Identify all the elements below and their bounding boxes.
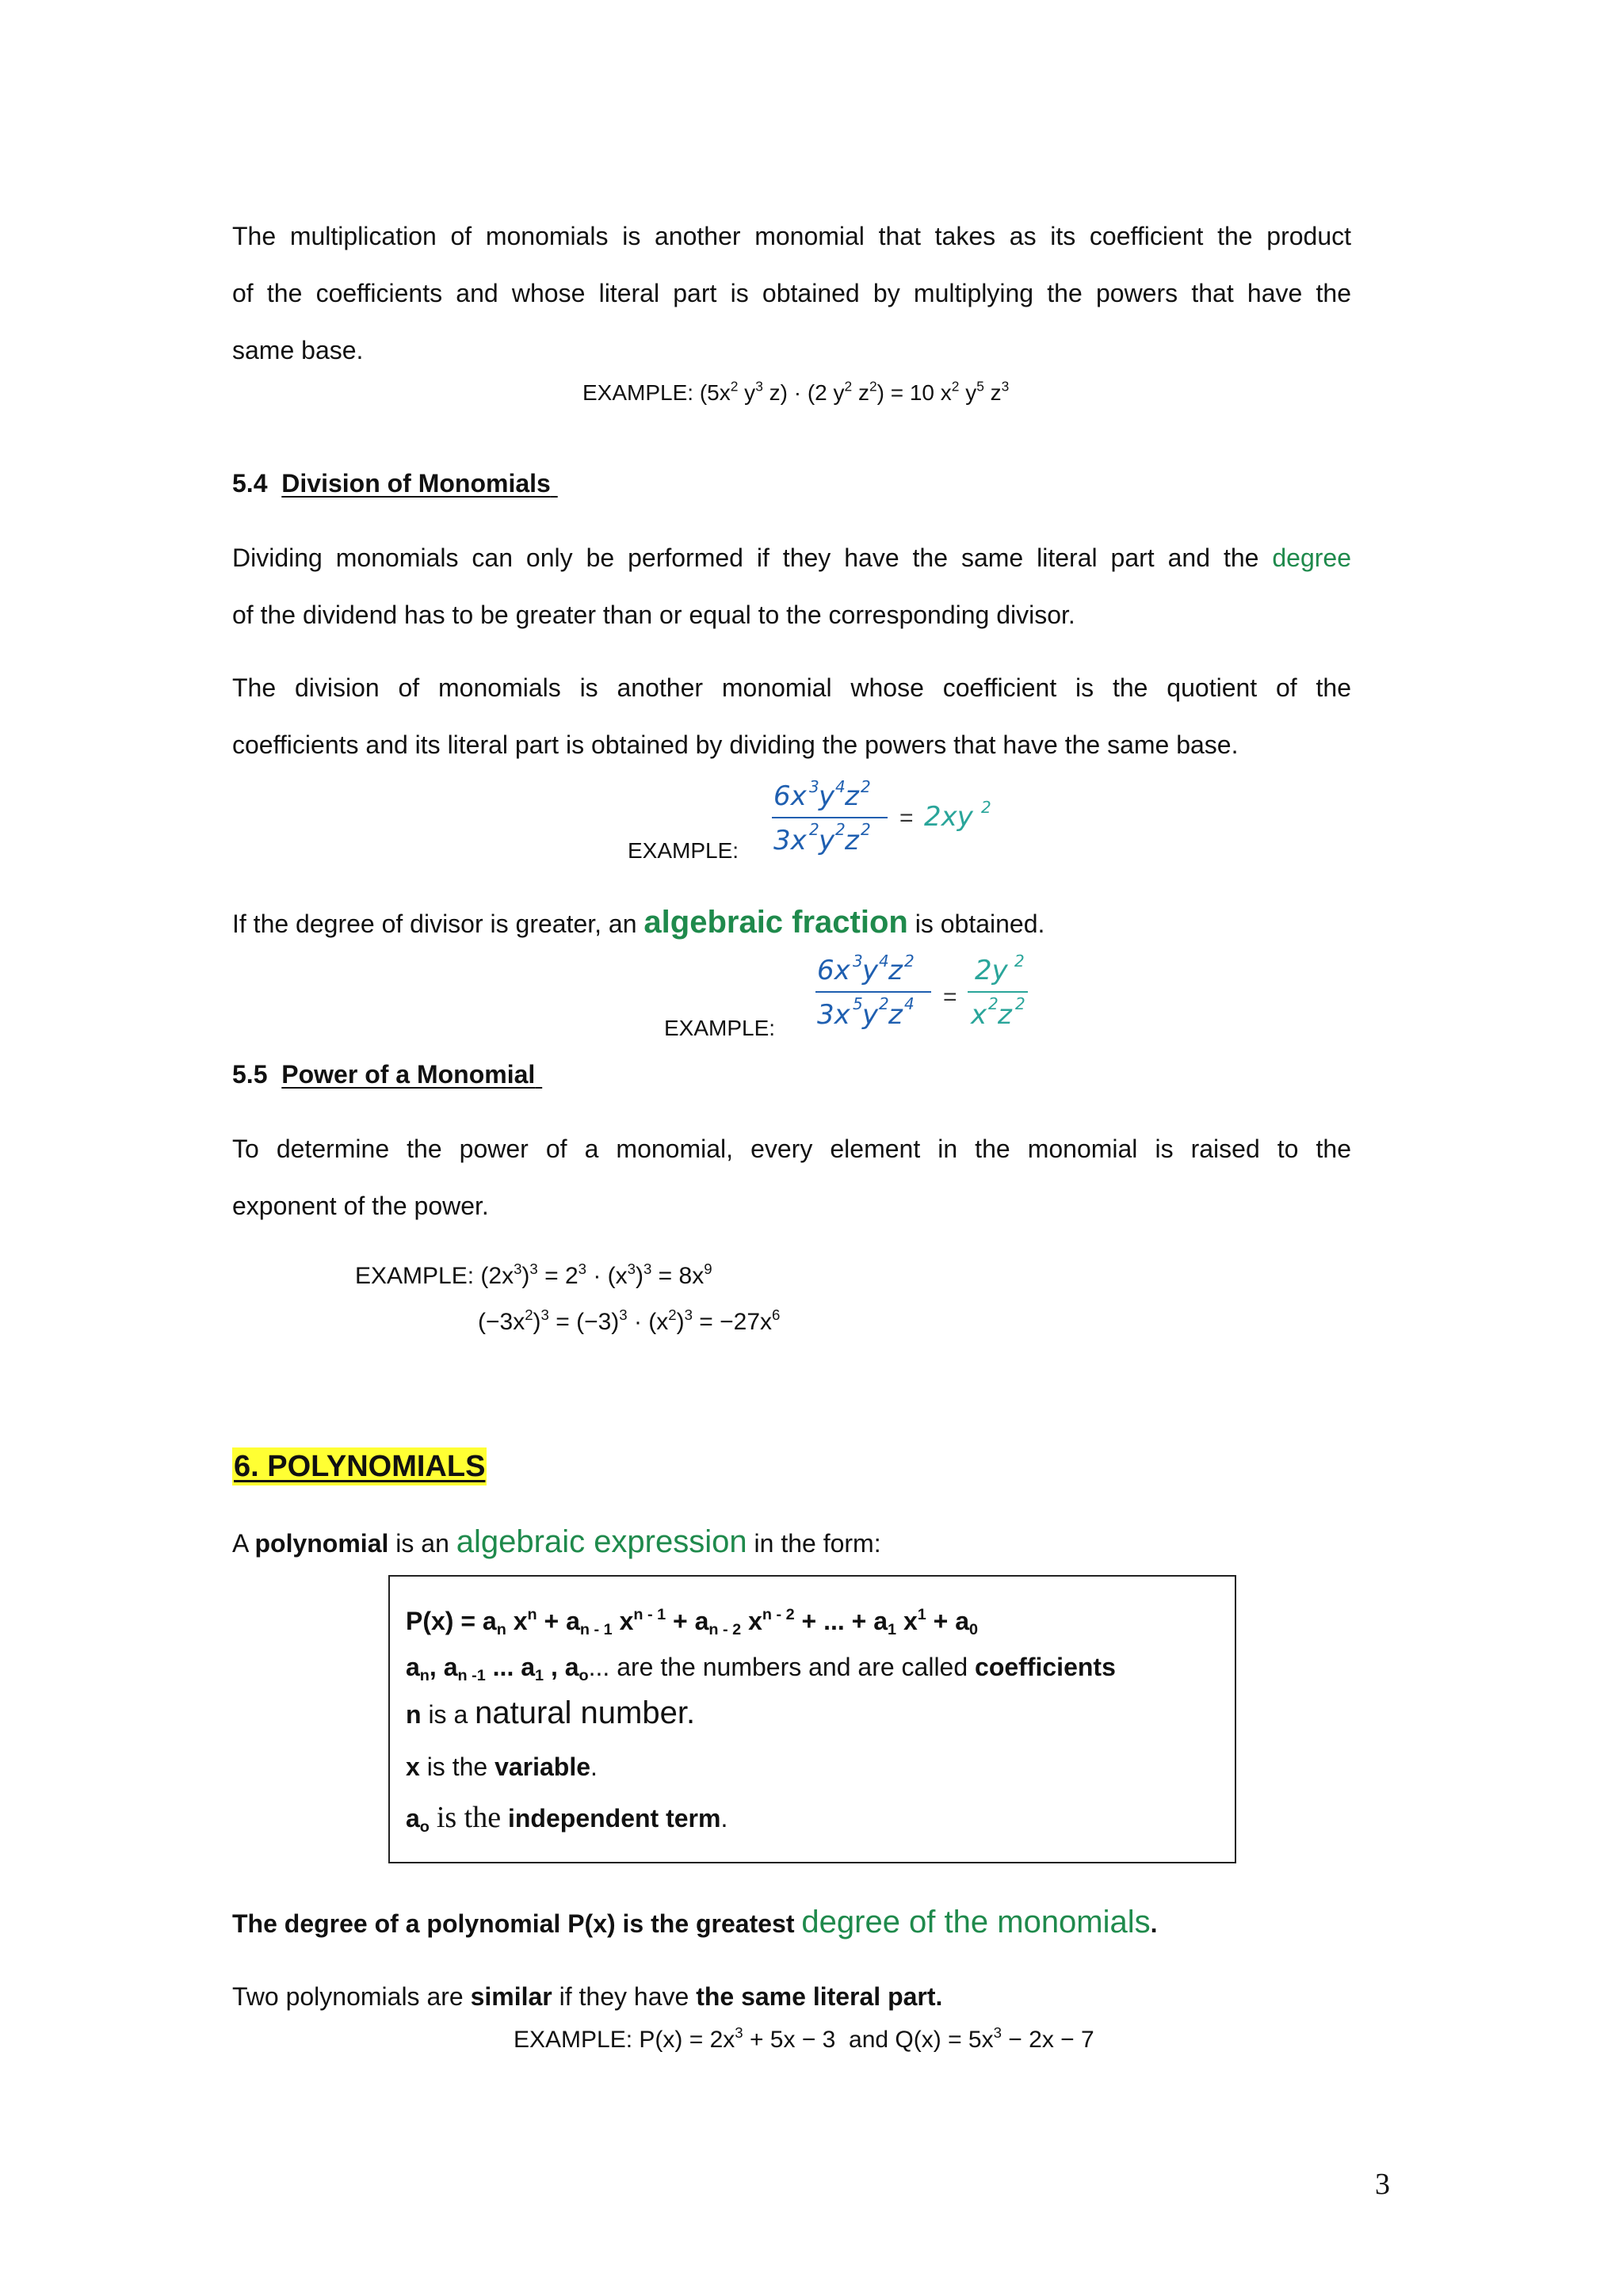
svg-text:3x: 3x bbox=[773, 825, 807, 856]
multiplication-para-line2: of the coefficients and whose literal part is obtained by multiplying the powers that have the bbox=[232, 279, 1351, 307]
degree-statement: The degree of a polynomial P(x) is the greatest degree of the monomials. bbox=[232, 1905, 1158, 1939]
svg-text:4: 4 bbox=[879, 952, 889, 971]
division-para1-line2: of the dividend has to be greater than or equal to the corresponding divisor. bbox=[232, 601, 1075, 629]
independent-term-line: $a_o$ is the independent term. bbox=[406, 1801, 728, 1836]
svg-text:z: z bbox=[888, 955, 903, 986]
svg-text:5: 5 bbox=[853, 994, 863, 1013]
natural-number-line: n is a natural number. bbox=[406, 1695, 696, 1730]
polynomial-definition-box bbox=[388, 1575, 1236, 1863]
svg-text:y: y bbox=[819, 780, 835, 812]
multiplication-para-line1: The multiplication of monomials is another monomial that takes as its coefficient the product bbox=[232, 222, 1351, 250]
svg-text:2: 2 bbox=[879, 994, 889, 1013]
algebraic-expression-link[interactable]: algebraic expression bbox=[456, 1524, 747, 1559]
svg-text:z: z bbox=[888, 999, 903, 1031]
svg-text:y: y bbox=[862, 955, 879, 986]
svg-text:x: x bbox=[971, 999, 987, 1031]
svg-text:y: y bbox=[819, 825, 835, 856]
division-example-label: EXAMPLE: bbox=[628, 838, 739, 863]
section-heading-power: 5.5 Power of a Monomial bbox=[232, 1060, 536, 1089]
svg-text:2: 2 bbox=[809, 820, 819, 839]
variable-line: x is the variable. bbox=[406, 1753, 598, 1781]
algebraic-fraction-line: If the degree of divisor is greater, an algebraic fraction is obtained. bbox=[232, 905, 1045, 940]
svg-text:2: 2 bbox=[981, 798, 991, 817]
multiplication-example: EXAMPLE: ($5x^2$ $y^3$ z) · (2 $y^2$ $z^2) = 10$ $x^2$ $y^5$ $z^3$ bbox=[582, 378, 1010, 405]
polynomials-heading: 6. POLYNOMIALS bbox=[232, 1447, 487, 1486]
section-heading-division: 5.4 Division of Monomials bbox=[232, 469, 551, 498]
svg-text:3: 3 bbox=[853, 952, 863, 971]
svg-text:z: z bbox=[845, 825, 859, 856]
division-para2-line2: coefficients and its literal part is obtained by dividing the powers that have the same base. bbox=[232, 730, 1239, 759]
degree-of-monomials-link[interactable]: degree of the monomials bbox=[801, 1905, 1151, 1939]
svg-text:=: = bbox=[899, 805, 914, 831]
svg-text:2: 2 bbox=[1014, 952, 1025, 971]
svg-text:=: = bbox=[943, 984, 957, 1010]
coefficients-line: $a_n$, $a_{n -1}$ ... $a_1$ , $a_o$... are the numbers and are called coefficients bbox=[406, 1653, 1116, 1684]
page-number: 3 bbox=[1375, 2168, 1390, 2201]
svg-text:2: 2 bbox=[904, 952, 915, 971]
svg-text:y: y bbox=[862, 999, 879, 1031]
svg-text:3: 3 bbox=[809, 777, 819, 796]
algebraic-fraction-link[interactable]: algebraic fraction bbox=[643, 905, 908, 940]
svg-text:4: 4 bbox=[835, 777, 846, 796]
polynomial-intro: A polynomial is an algebraic expression in the form: bbox=[232, 1524, 881, 1559]
similar-example: EXAMPLE: $P(x) = 2x^3 + 5x - 3$ and $Q(x) = 5x^3 - 2x - 7$ bbox=[514, 2023, 1094, 2053]
svg-text:3x: 3x bbox=[817, 999, 850, 1031]
svg-text:2: 2 bbox=[835, 820, 846, 839]
svg-text:2: 2 bbox=[861, 777, 871, 796]
svg-text:6x: 6x bbox=[773, 780, 807, 812]
svg-text:z: z bbox=[998, 999, 1012, 1031]
svg-text:2: 2 bbox=[1015, 994, 1025, 1013]
svg-text:6x: 6x bbox=[817, 955, 850, 986]
division-para2-line1: The division of monomials is another monomial whose coefficient is the quotient of the bbox=[232, 673, 1351, 702]
power-example-line1: EXAMPLE: $(2x^3)^3 = 2^3 \cdot (x^3)^3 = 8x^9$ bbox=[355, 1260, 712, 1289]
division-para1-line1: Dividing monomials can only be performed if they have the same literal part and the degree bbox=[232, 543, 1352, 572]
multiplication-para-line3: same base. bbox=[232, 336, 364, 364]
division-example2-label: EXAMPLE: bbox=[664, 1016, 776, 1040]
svg-text:4: 4 bbox=[904, 994, 915, 1013]
similar-statement: Two polynomials are similar if they have the same literal part. bbox=[232, 1982, 943, 2011]
power-para-line1: To determine the power of a monomial, every element in the monomial is raised to the bbox=[232, 1135, 1351, 1163]
power-para-line2: exponent of the power. bbox=[232, 1192, 489, 1220]
svg-text:2xy: 2xy bbox=[924, 801, 973, 833]
svg-text:z: z bbox=[845, 780, 859, 812]
division-example2-fraction bbox=[812, 951, 1050, 1038]
degree-link[interactable]: degree bbox=[1272, 543, 1352, 572]
svg-text:2: 2 bbox=[861, 820, 871, 839]
svg-text:2y: 2y bbox=[975, 955, 1008, 986]
power-example-line2: $(-3x^2)^3 = (-3)^3 \cdot (x^2)^3 = -27x^6$ bbox=[478, 1306, 781, 1335]
polynomial-formula: $P(x) = a_n$ $x^n + a_{n - 1}$ $x^{n - 1} + a_{n - 2}$ $x^{n - 2}$ + ... + $a_1$ $x^1 + a_0$ bbox=[406, 1606, 979, 1638]
svg-text:2: 2 bbox=[988, 994, 999, 1013]
division-example-fraction bbox=[769, 776, 1006, 864]
